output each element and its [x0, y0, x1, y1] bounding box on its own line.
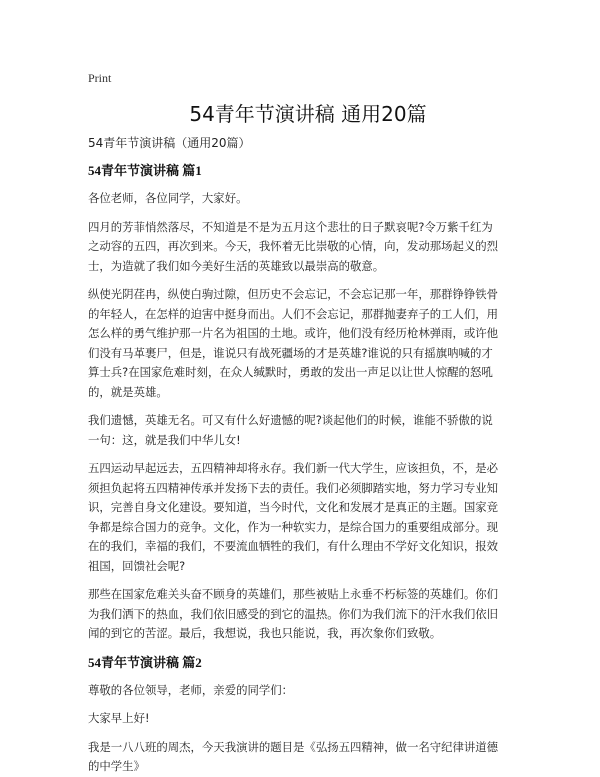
document-subtitle: 54青年节演讲稿（通用20篇）: [88, 136, 251, 150]
paragraph-line: 算士兵?在国家危难时刻，在众人缄默时，勇敢的发出一声足以让世人惊醒的怒吼: [88, 365, 493, 379]
paragraph-line: 怎么样的勇气维护那一片名为祖国的土地。或许，他们没有经历枪林弹雨，或许他: [88, 326, 499, 340]
paragraph-line: 之动容的五四，再次到来。今天，我怀着无比崇敬的心情，向，发动那场起义的烈: [88, 239, 499, 253]
section-heading: 54青年节演讲稿 篇2: [88, 654, 202, 670]
paragraph: [88, 585, 528, 644]
document-page: [88, 70, 528, 777]
paragraph: [88, 459, 528, 576]
paragraph-line: 争都是综合国力的竞争。文化，作为一种软实力，是综合国力的重要组成部分。现: [88, 519, 499, 534]
paragraph-line: 的年轻人，在怎样的迫害中挺身而出。人们不会忘记，那群抛妻弃子的工人们，用: [88, 306, 499, 321]
paragraph-line: 四月的芳菲悄然落尽，不知道是不是为五月这个悲壮的日子默哀呢?令万紫千红为: [88, 219, 493, 234]
paragraph-line: 我是一八八班的周杰，今天我演讲的题目是《弘扬五四精神，做一名守纪律讲道德: [88, 739, 499, 754]
document-body: [88, 162, 528, 777]
paragraph: [88, 218, 528, 277]
paragraph-line: 的，就是英雄。: [88, 384, 168, 399]
paragraph: [88, 681, 528, 701]
paragraph-line: 的中学生》: [88, 759, 145, 773]
paragraph-line: 祖国，回馈社会呢?: [88, 558, 186, 573]
paragraph: [88, 709, 528, 729]
paragraph-line: 一句：这，就是我们中华儿女!: [88, 432, 241, 447]
print-label[interactable]: Print: [88, 71, 112, 85]
paragraph: [88, 189, 528, 209]
paragraph-line: 那些在国家危难关头奋不顾身的英雄们，那些被贴上永垂不朽标签的英雄们。你们: [88, 587, 499, 601]
paragraph-line: 大家早上好!: [88, 711, 150, 725]
paragraph-line: 们没有马革裹尸，但是，谁说只有战死疆场的才是英雄?谁说的只有摇旗呐喊的才: [88, 345, 493, 360]
paragraph-line: 闻的到它的苦涩。最后，我想说，我也只能说，我，再次象你们致敬。: [88, 626, 442, 640]
paragraph-line: 五四运动早起远去，五四精神却将永存。我们新一代大学生，应该担负，不，是必: [88, 461, 499, 475]
paragraph-line: 各位老师，各位同学，大家好。: [88, 191, 248, 205]
paragraph-line: 尊敬的各位领导，老师，亲爱的同学们：: [88, 682, 294, 697]
paragraph-line: 为我们洒下的热血，我们依旧感受的到它的温热。你们为我们流下的汗水我们依旧: [88, 606, 499, 621]
paragraph-line: 须担负起将五四精神传承并发扬下去的责任。我们必须脚踏实地，努力学习专业知: [88, 480, 499, 495]
paragraph-line: 纵使光阴荏冉，纵使白驹过隙，但历史不会忘记，不会忘记那一年，那群铮铮铁骨: [88, 287, 499, 301]
paragraph-line: 识，完善自身文化建设。要知道，当今时代，文化和发展才是真正的主题。国家竞: [88, 500, 499, 514]
paragraph-line: 在的我们，幸福的我们，不要流血牺牲的我们，有什么理由不学好文化知识，报效: [88, 539, 499, 553]
paragraph: [88, 738, 528, 777]
paragraph-line: 士，为造就了我们如今美好生活的英雄致以最崇高的敬意。: [88, 258, 385, 273]
paragraph: [88, 411, 528, 450]
document-title: 54青年节演讲稿 通用20篇: [189, 102, 427, 126]
paragraph-line: 我们遗憾，英雄无名。可又有什么好遗憾的呢?谈起他们的时候，谁能不骄傲的说: [88, 413, 493, 427]
section-heading: 54青年节演讲稿 篇1: [88, 163, 202, 178]
paragraph: [88, 285, 528, 402]
